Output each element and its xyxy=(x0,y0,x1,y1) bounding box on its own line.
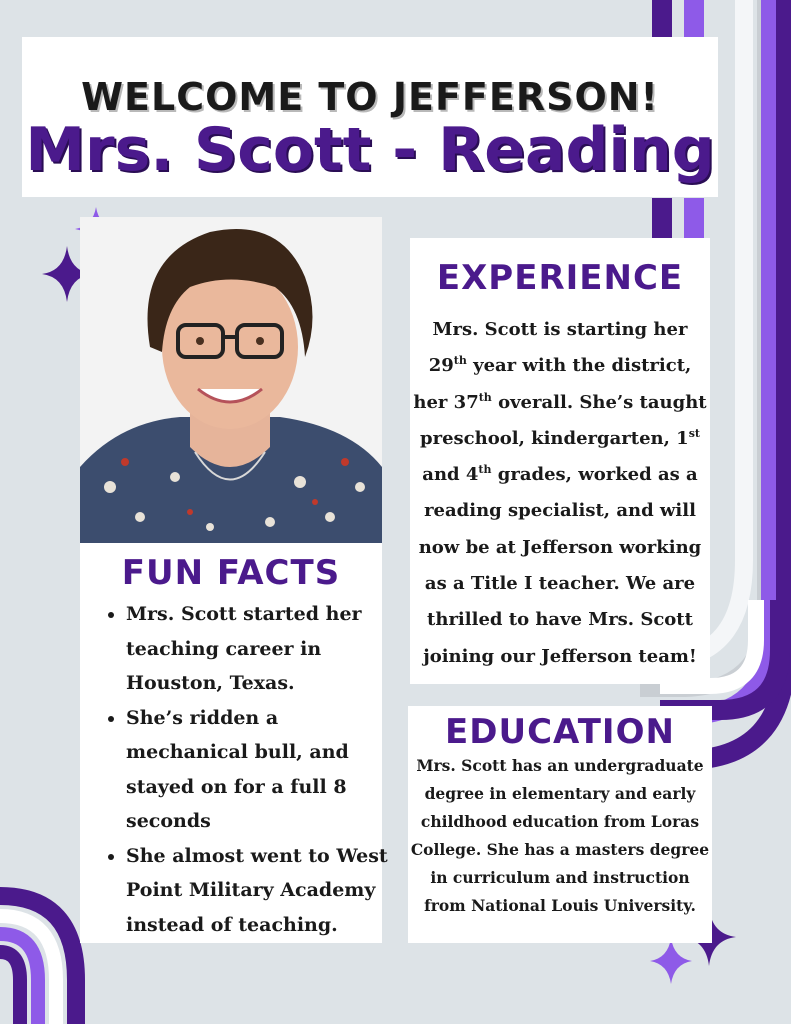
teacher-photo xyxy=(80,217,382,543)
ordinal-suffix: th xyxy=(478,390,492,404)
fun-facts-card xyxy=(80,217,388,943)
decorative-arcs-bottom-left xyxy=(0,880,90,1024)
experience-heading: EXPERIENCE xyxy=(436,258,684,298)
experience-card xyxy=(410,238,710,684)
sparkle-icon xyxy=(650,938,692,984)
header-banner xyxy=(22,37,718,197)
experience-text-part: overall. She’s taught preschool, kindergarten, 1 xyxy=(420,391,707,449)
education-heading: EDUCATION xyxy=(445,712,675,752)
experience-text-part: Mrs. Scott is starting her 29 xyxy=(428,319,688,377)
list-item: • She almost went to West Point Military Academy instead of teaching. xyxy=(126,839,404,943)
education-text: Mrs. Scott has an undergraduate degree in elementary and early childhood education from Loras College. She has a masters degree in curriculum and instruction from National Louis University. xyxy=(410,756,710,915)
ordinal-suffix: th xyxy=(453,354,467,368)
page-title: Mrs. Scott - Reading xyxy=(25,115,715,185)
fun-facts-list xyxy=(102,597,404,942)
portrait-illustration xyxy=(80,217,382,543)
experience-text-part: year with the district, her 37 xyxy=(413,355,692,413)
education-card xyxy=(408,706,712,943)
ordinal-suffix: st xyxy=(688,426,700,440)
list-item: • She’s ridden a mechanical bull, and stayed on for a full 8 seconds xyxy=(126,701,404,839)
experience-text-part: and 4 xyxy=(422,464,479,486)
fun-facts-heading: FUN FACTS xyxy=(121,553,341,593)
experience-text xyxy=(412,312,708,675)
list-item: • Mrs. Scott started her teaching career in Houston, Texas. xyxy=(126,597,404,701)
welcome-heading: WELCOME TO JEFFERSON! xyxy=(81,75,659,119)
experience-text-part: grades, worked as a reading specialist, and will now be at Jefferson working as a Title I teacher. We are thrilled to have Mrs. Scott joining our Jefferson team! xyxy=(418,464,702,667)
ordinal-suffix: th xyxy=(478,463,492,477)
